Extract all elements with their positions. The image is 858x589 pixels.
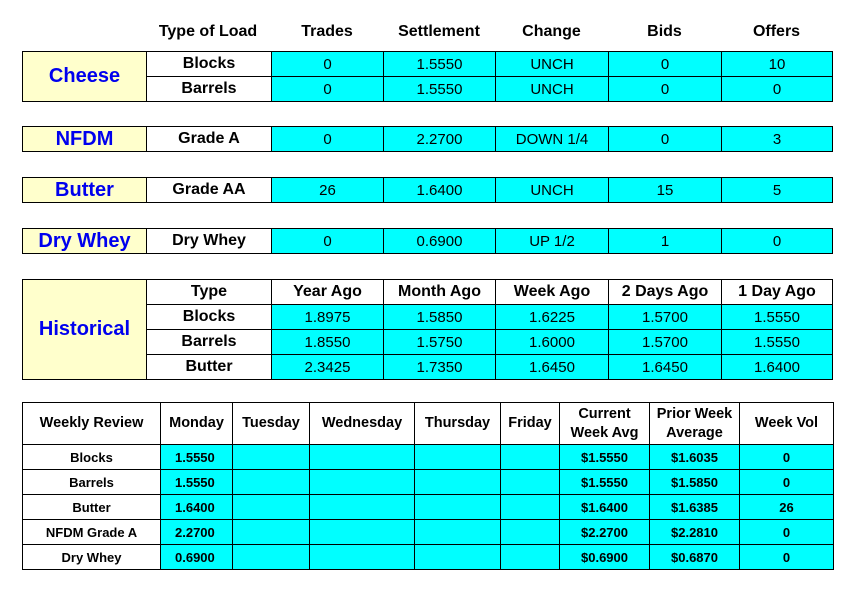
weekly-header-week-vol: Week Vol <box>740 403 834 445</box>
historical-barrels-2-days-ago: 1.5700 <box>609 330 722 355</box>
nfdm-offers: 3 <box>722 127 833 152</box>
weekly-dry-whey-friday <box>501 545 560 570</box>
weekly-header-current-line2: Week Avg <box>570 424 639 441</box>
weekly-header-prior-week-average <box>650 403 740 445</box>
weekly-nfdm-wednesday <box>310 520 415 545</box>
weekly-butter-current: $1.6400 <box>560 495 650 520</box>
weekly-barrels-monday: 1.5550 <box>161 470 233 495</box>
nfdm-trades: 0 <box>272 127 384 152</box>
cheese-blocks-settlement: 1.5550 <box>384 52 496 77</box>
butter-offers: 5 <box>722 178 833 203</box>
header-change: Change <box>522 23 581 40</box>
table-row <box>23 445 834 470</box>
weekly-blocks-prior: $1.6035 <box>650 445 740 470</box>
weekly-blocks-tuesday <box>233 445 310 470</box>
weekly-dry-whey-tuesday <box>233 545 310 570</box>
dry-whey-trades: 0 <box>272 229 384 254</box>
weekly-blocks-wednesday <box>310 445 415 470</box>
weekly-butter-monday: 1.6400 <box>161 495 233 520</box>
cheese-table <box>22 51 833 102</box>
weekly-header-friday: Friday <box>501 403 560 445</box>
weekly-dry-whey-thursday <box>415 545 501 570</box>
weekly-dry-whey-vol: 0 <box>740 545 834 570</box>
weekly-dry-whey-prior: $0.6870 <box>650 545 740 570</box>
cheese-blocks-type: Blocks <box>147 52 272 77</box>
header-settlement: Settlement <box>398 23 480 40</box>
historical-barrels-month-ago: 1.5750 <box>384 330 496 355</box>
weekly-butter-wednesday <box>310 495 415 520</box>
historical-barrels-year-ago: 1.8550 <box>272 330 384 355</box>
header-type-of-load: Type of Load <box>158 23 258 40</box>
table-row <box>23 520 834 545</box>
historical-blocks-week-ago: 1.6225 <box>496 305 609 330</box>
cheese-blocks-bids: 0 <box>609 52 722 77</box>
dry-whey-change: UP 1/2 <box>496 229 609 254</box>
dry-whey-table <box>22 228 833 254</box>
butter-table <box>22 177 833 203</box>
historical-header-type: Type <box>147 280 272 305</box>
weekly-dry-whey-wednesday <box>310 545 415 570</box>
header-trades: Trades <box>301 23 353 40</box>
nfdm-label: NFDM <box>23 127 147 152</box>
butter-bids: 15 <box>609 178 722 203</box>
header-bids: Bids <box>647 23 682 40</box>
weekly-butter-name: Butter <box>23 495 161 520</box>
table-row <box>23 545 834 570</box>
weekly-butter-prior: $1.6385 <box>650 495 740 520</box>
weekly-header-current-week-avg <box>560 403 650 445</box>
cheese-barrels-bids: 0 <box>609 77 722 102</box>
weekly-review-table <box>22 402 834 570</box>
weekly-barrels-current: $1.5550 <box>560 470 650 495</box>
cheese-barrels-offers: 0 <box>722 77 833 102</box>
cheese-blocks-change: UNCH <box>496 52 609 77</box>
cheese-barrels-trades: 0 <box>272 77 384 102</box>
weekly-blocks-friday <box>501 445 560 470</box>
dry-whey-bids: 1 <box>609 229 722 254</box>
table-row <box>23 495 834 520</box>
historical-header-year-ago: Year Ago <box>272 280 384 305</box>
weekly-butter-tuesday <box>233 495 310 520</box>
weekly-butter-thursday <box>415 495 501 520</box>
weekly-dry-whey-name: Dry Whey <box>23 545 161 570</box>
historical-header-month-ago: Month Ago <box>384 280 496 305</box>
historical-header-week-ago: Week Ago <box>496 280 609 305</box>
dry-whey-label: Dry Whey <box>23 229 147 254</box>
historical-header-1-day-ago: 1 Day Ago <box>722 280 833 305</box>
historical-table <box>22 279 833 380</box>
weekly-barrels-name: Barrels <box>23 470 161 495</box>
historical-butter-2-days-ago: 1.6450 <box>609 355 722 380</box>
weekly-header-thursday: Thursday <box>415 403 501 445</box>
weekly-header-prior-line1: Prior Week <box>656 405 733 422</box>
weekly-header-tuesday: Tuesday <box>233 403 310 445</box>
cheese-blocks-trades: 0 <box>272 52 384 77</box>
butter-label: Butter <box>23 178 147 203</box>
weekly-butter-vol: 26 <box>740 495 834 520</box>
weekly-header-current-line1: Current <box>578 405 631 422</box>
weekly-header-review: Weekly Review <box>23 403 161 445</box>
dry-whey-settlement: 0.6900 <box>384 229 496 254</box>
cheese-label: Cheese <box>23 52 147 102</box>
weekly-blocks-vol: 0 <box>740 445 834 470</box>
weekly-barrels-tuesday <box>233 470 310 495</box>
butter-settlement: 1.6400 <box>384 178 496 203</box>
weekly-blocks-name: Blocks <box>23 445 161 470</box>
historical-butter-type: Butter <box>147 355 272 380</box>
weekly-nfdm-name: NFDM Grade A <box>23 520 161 545</box>
historical-label: Historical <box>23 280 147 380</box>
historical-blocks-2-days-ago: 1.5700 <box>609 305 722 330</box>
historical-blocks-type: Blocks <box>147 305 272 330</box>
butter-type: Grade AA <box>147 178 272 203</box>
dry-whey-offers: 0 <box>722 229 833 254</box>
weekly-butter-friday <box>501 495 560 520</box>
header-offers: Offers <box>752 23 801 40</box>
cheese-barrels-change: UNCH <box>496 77 609 102</box>
weekly-barrels-wednesday <box>310 470 415 495</box>
historical-blocks-month-ago: 1.5850 <box>384 305 496 330</box>
historical-barrels-1-day-ago: 1.5550 <box>722 330 833 355</box>
historical-blocks-1-day-ago: 1.5550 <box>722 305 833 330</box>
table-row <box>23 470 834 495</box>
weekly-nfdm-prior: $2.2810 <box>650 520 740 545</box>
nfdm-type: Grade A <box>147 127 272 152</box>
weekly-barrels-friday <box>501 470 560 495</box>
weekly-nfdm-thursday <box>415 520 501 545</box>
historical-butter-1-day-ago: 1.6400 <box>722 355 833 380</box>
weekly-nfdm-vol: 0 <box>740 520 834 545</box>
butter-trades: 26 <box>272 178 384 203</box>
dry-whey-type: Dry Whey <box>147 229 272 254</box>
nfdm-change: DOWN 1/4 <box>496 127 609 152</box>
weekly-header-prior-line2: Average <box>666 424 723 441</box>
nfdm-table <box>22 126 833 152</box>
weekly-header-wednesday: Wednesday <box>310 403 415 445</box>
weekly-header-monday: Monday <box>161 403 233 445</box>
weekly-nfdm-monday: 2.2700 <box>161 520 233 545</box>
nfdm-settlement: 2.2700 <box>384 127 496 152</box>
weekly-nfdm-friday <box>501 520 560 545</box>
cheese-barrels-settlement: 1.5550 <box>384 77 496 102</box>
weekly-blocks-thursday <box>415 445 501 470</box>
historical-butter-week-ago: 1.6450 <box>496 355 609 380</box>
weekly-barrels-prior: $1.5850 <box>650 470 740 495</box>
weekly-blocks-current: $1.5550 <box>560 445 650 470</box>
historical-barrels-week-ago: 1.6000 <box>496 330 609 355</box>
weekly-nfdm-current: $2.2700 <box>560 520 650 545</box>
nfdm-bids: 0 <box>609 127 722 152</box>
weekly-dry-whey-monday: 0.6900 <box>161 545 233 570</box>
weekly-blocks-monday: 1.5550 <box>161 445 233 470</box>
weekly-barrels-vol: 0 <box>740 470 834 495</box>
historical-barrels-type: Barrels <box>147 330 272 355</box>
weekly-nfdm-tuesday <box>233 520 310 545</box>
weekly-barrels-thursday <box>415 470 501 495</box>
cheese-barrels-type: Barrels <box>147 77 272 102</box>
historical-header-2-days-ago: 2 Days Ago <box>609 280 722 305</box>
historical-blocks-year-ago: 1.8975 <box>272 305 384 330</box>
butter-change: UNCH <box>496 178 609 203</box>
weekly-dry-whey-current: $0.6900 <box>560 545 650 570</box>
historical-butter-month-ago: 1.7350 <box>384 355 496 380</box>
cheese-blocks-offers: 10 <box>722 52 833 77</box>
historical-butter-year-ago: 2.3425 <box>272 355 384 380</box>
